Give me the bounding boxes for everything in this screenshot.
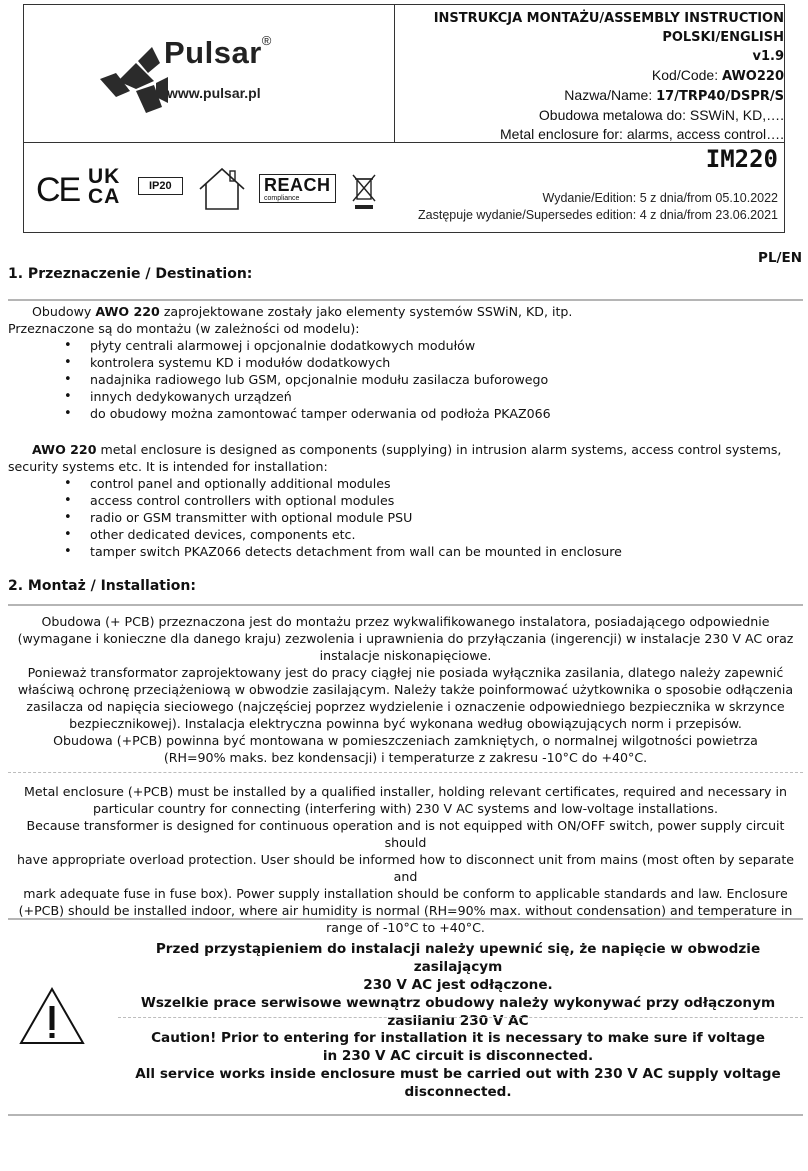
- warning-top-rule: [8, 918, 803, 920]
- version-label: v1.9: [752, 49, 784, 64]
- edition-line: Wydanie/Edition: 5 z dnia/from 05.10.2022: [542, 191, 778, 205]
- warning-bottom-rule: [8, 1114, 803, 1116]
- list-item: • access control controllers with optional modules: [62, 492, 622, 509]
- brand-name: Pulsar®: [164, 33, 272, 70]
- instruction-title: INSTRUKCJA MONTAŻU/ASSEMBLY INSTRUCTION: [433, 11, 784, 26]
- list-item: • tamper switch PKAZ066 detects detachment from wall can be mounted in enclosure: [62, 543, 622, 560]
- list-item: • do obudowy można zamontować tamper oderwania od podłoża PKAZ066: [62, 405, 551, 422]
- list-item: • płyty centrali alarmowej i opcjonalnie dodatkowych modułów: [62, 337, 551, 354]
- s2-pl-text: Obudowa (+ PCB) przeznaczona jest do montażu przez wykwalifikowanego instalatora, posiadającego odpowiednie (wymagane i konieczne dla danego kraju) zezwolenia i uprawnienia do przyłączania (ingerencji) w instalacje 230 V AC oraz instalacje niskonapięciowe. Ponieważ transformator zaprojektowany jest do pracy ciągłej nie posiada wyłącznika zasilania, dlatego należy zapewnić właściwą ochronę przeciążeniową w obwodzie zasilającym. Należy także poinformować użytkownika o sposobie odłączenia zasilacza od napięcia sieciowego (najczęściej poprzez wydzielenie i oznaczenie odpowiedniego bezpiecznika w skrzynce bezpiecznikowej). Instalacja elektryczna powinna być wykonana według obowiązujących norm i przepisów. Obudowa (+PCB) powinna być montowana w pomieszczeniach zamkniętych, o normalnej wilgotności powietrza (RH=90% maks. bez kondensacji) i temperaturze z zakresu -10°C do +40°C.: [17, 614, 794, 765]
- list-item: • nadajnika radiowego lub GSM, opcjonalnie modułu zasilacza buforowego: [62, 371, 551, 388]
- supersedes-line: Zastępuje wydanie/Supersedes edition: 4 z dnia/from 23.06.2021: [418, 208, 778, 222]
- desc-en: Metal enclosure for: alarms, access control….: [500, 126, 784, 142]
- warning-en: Caution! Prior to entering for installation it is necessary to make sure if voltage in 230 V AC circuit is disconnected. All service works inside enclosure must be carried out with 230 V AC supply voltage disconnected.: [135, 1030, 781, 1100]
- reach-mark: REACH compliance: [259, 174, 336, 203]
- ce-mark-icon: CE: [36, 171, 80, 209]
- indoor-house-icon: [196, 165, 248, 213]
- title-block: [394, 9, 790, 144]
- language-tag: PL/EN: [758, 250, 802, 266]
- list-item: • radio or GSM transmitter with optional module PSU: [62, 509, 622, 526]
- code-line: Kod/Code: AWO220: [651, 67, 784, 84]
- s1-pl-list: [62, 337, 551, 422]
- s1-pl-intro2: Przeznaczone są do montażu (w zależności od modelu):: [8, 321, 360, 336]
- section-1-rule: [8, 299, 803, 301]
- s1-en-list: [62, 475, 622, 560]
- header-box: [23, 4, 785, 233]
- warning-divider: [118, 1017, 803, 1018]
- section-2-rule: [8, 604, 803, 606]
- pl-en-divider: [8, 772, 803, 773]
- document-id: IM220: [705, 145, 778, 173]
- desc-pl: Obudowa metalowa do: SSWiN, KD,….: [538, 107, 784, 123]
- ukca-mark-icon: UK CA: [88, 165, 121, 208]
- weee-bin-icon: [351, 171, 377, 211]
- list-item: • control panel and optionally additional modules: [62, 475, 622, 492]
- list-item: • innych dedykowanych urządzeń: [62, 388, 551, 405]
- list-item: • kontrolera systemu KD i modułów dodatkowych: [62, 354, 551, 371]
- s1-en-intro2: security systems etc. It is intended for installation:: [8, 459, 328, 474]
- list-item: • other dedicated devices, components etc.: [62, 526, 622, 543]
- brand-url[interactable]: www.pulsar.pl: [167, 85, 261, 101]
- ip20-badge: IP20: [138, 177, 183, 195]
- s1-en-intro: AWO 220 metal enclosure is designed as components (supplying) in intrusion alarm systems, access control systems,: [32, 442, 782, 457]
- edition-info: [418, 190, 778, 224]
- name-line: Nazwa/Name: 17/TRP40/DSPR/S: [564, 87, 784, 104]
- s1-pl-intro: Obudowy AWO 220 zaprojektowane zostały jako elementy systemów SSWiN, KD, itp.: [32, 304, 573, 319]
- s2-en-text: Metal enclosure (+PCB) must be installed by a qualified installer, holding relevant certificates, required and necessary in particular country for connecting (interfering with) 230 V AC systems and low-voltage installations. Because transformer is designed for continuous operation and is not equipped with ON/OFF switch, power supply circuit should have appropriate overload protection. User should be informed how to disconnect unit from mains (most often by separate and mark adequate fuse in fuse box). Power supply installation should be conform to applicable standards and law. Enclosure (+PCB) should be installed indoor, where air humidity is normal (RH=90% max. without condensation) and temperature in range of -10°C to +40°C.: [16, 784, 795, 935]
- warning-pl: Przed przystąpieniem do instalacji należy upewnić się, że napięcie w obwodzie zasilającym 230 V AC jest odłączone. Wszelkie prace serwisowe wewnątrz obudowy należy wykonywać przy odłączonym zasilaniu 230 V AC: [140, 941, 776, 1029]
- section-1-title: 1. Przeznaczenie / Destination:: [8, 266, 253, 282]
- section-2-title: 2. Montaż / Installation:: [8, 578, 196, 594]
- language-label: POLSKI/ENGLISH: [662, 30, 784, 45]
- warning-triangle-icon: [18, 986, 86, 1046]
